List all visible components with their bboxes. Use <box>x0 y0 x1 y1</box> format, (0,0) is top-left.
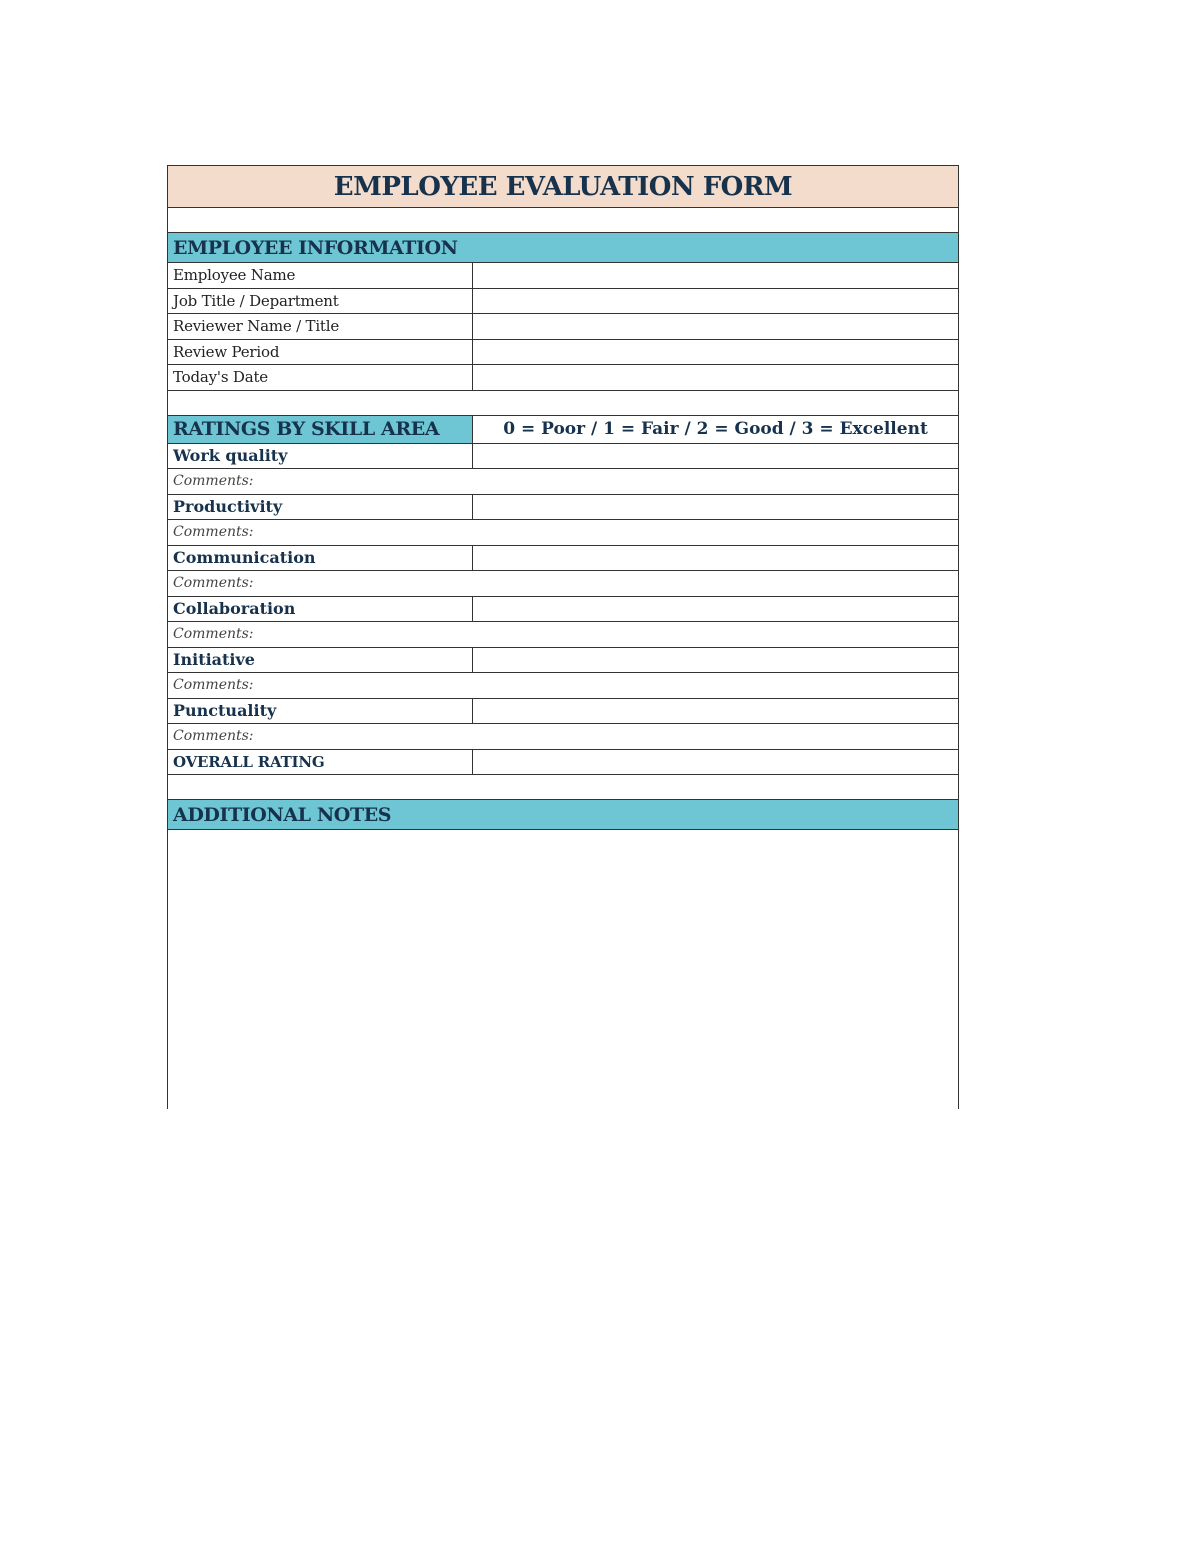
reviewer-field[interactable] <box>473 314 958 339</box>
additional-notes-field[interactable] <box>168 830 958 1108</box>
rating-scale-legend: 0 = Poor / 1 = Fair / 2 = Good / 3 = Excellent <box>503 419 928 439</box>
comment-row-work-quality[interactable] <box>168 469 958 495</box>
overall-rating-field[interactable] <box>473 750 958 775</box>
review-period-field[interactable] <box>473 340 958 365</box>
skill-rating-field[interactable] <box>473 495 958 520</box>
employee-info-header <box>168 233 958 263</box>
review-period-label: Review Period <box>168 340 473 365</box>
comments-label: Comments: <box>173 677 254 694</box>
skill-label: Communication <box>168 546 473 571</box>
comments-label: Comments: <box>173 575 254 592</box>
ratings-header <box>168 416 958 444</box>
skill-label: Punctuality <box>168 699 473 724</box>
skill-rating-field[interactable] <box>473 546 958 571</box>
comments-label: Comments: <box>173 473 254 490</box>
skill-label: Initiative <box>168 648 473 673</box>
todays-date-field[interactable] <box>473 365 958 390</box>
review-period-row <box>168 340 958 366</box>
comment-row-communication[interactable] <box>168 571 958 597</box>
overall-rating-row <box>168 750 958 776</box>
skill-label: Work quality <box>168 444 473 469</box>
additional-notes-heading: ADDITIONAL NOTES <box>173 803 392 826</box>
skill-row-work-quality <box>168 444 958 470</box>
skill-rating-field[interactable] <box>473 444 958 469</box>
ratings-heading: RATINGS BY SKILL AREA <box>168 416 473 443</box>
todays-date-row <box>168 365 958 391</box>
comments-label: Comments: <box>173 524 254 541</box>
evaluation-form <box>167 165 959 1109</box>
comment-row-productivity[interactable] <box>168 520 958 546</box>
overall-rating-label: OVERALL RATING <box>168 750 473 775</box>
form-title-row <box>168 166 958 208</box>
comment-row-punctuality[interactable] <box>168 724 958 750</box>
additional-notes-header <box>168 800 958 830</box>
skill-row-communication <box>168 546 958 572</box>
skill-rating-field[interactable] <box>473 597 958 622</box>
reviewer-row <box>168 314 958 340</box>
skill-row-punctuality <box>168 699 958 725</box>
skill-rating-field[interactable] <box>473 648 958 673</box>
reviewer-label: Reviewer Name / Title <box>168 314 473 339</box>
employee-name-label: Employee Name <box>168 263 473 288</box>
skill-row-productivity <box>168 495 958 521</box>
employee-info-heading: EMPLOYEE INFORMATION <box>173 236 458 259</box>
skill-row-collaboration <box>168 597 958 623</box>
spacer-row <box>168 208 958 233</box>
comments-label: Comments: <box>173 626 254 643</box>
spacer-row <box>168 775 958 800</box>
skill-rating-field[interactable] <box>473 699 958 724</box>
form-title: EMPLOYEE EVALUATION FORM <box>333 171 793 202</box>
spacer-row <box>168 391 958 416</box>
comments-label: Comments: <box>173 728 254 745</box>
todays-date-label: Today's Date <box>168 365 473 390</box>
employee-name-row <box>168 263 958 289</box>
job-title-row <box>168 289 958 315</box>
skill-label: Productivity <box>168 495 473 520</box>
comment-row-collaboration[interactable] <box>168 622 958 648</box>
skill-row-initiative <box>168 648 958 674</box>
skill-label: Collaboration <box>168 597 473 622</box>
comment-row-initiative[interactable] <box>168 673 958 699</box>
job-title-field[interactable] <box>473 289 958 314</box>
employee-name-field[interactable] <box>473 263 958 288</box>
job-title-label: Job Title / Department <box>168 289 473 314</box>
